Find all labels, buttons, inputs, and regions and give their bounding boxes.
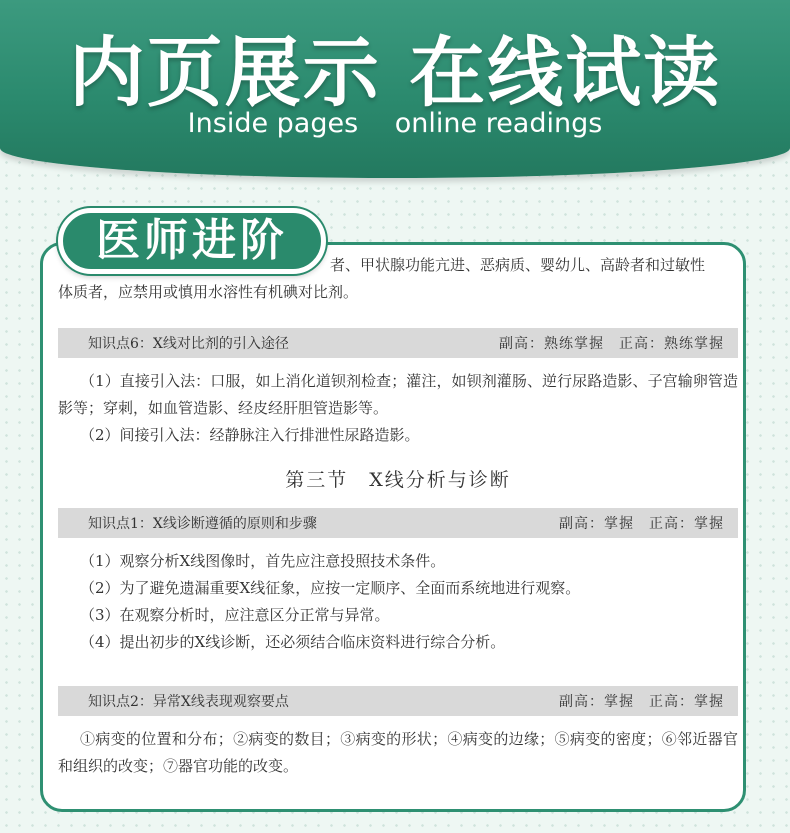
kp1-item-3: （3）在观察分析时，应注意区分正常与异常。 <box>80 606 390 624</box>
intro-line-1: 者、甲状腺功能亢进、恶病质、婴幼儿、高龄者和过敏性 <box>330 256 706 274</box>
kp6-item-2: （2）间接引入法：经静脉注入行排泄性尿路造影。 <box>80 426 420 444</box>
section-tag: 医师进阶 <box>58 208 326 274</box>
kp6-item-1: （1）直接引入法：口服，如上消化道钡剂检查；灌注，如钡剂灌肠、逆行尿路造影、子宫输卵管造影等；穿刺，如血管造影、经皮经肝胆管造影等。 <box>58 372 738 417</box>
knowledge-point-2-bar <box>58 686 738 716</box>
intro-line-2: 体质者，应禁用或慎用水溶性有机碘对比剂。 <box>58 283 359 301</box>
kp2-title: 知识点2：异常X线表现观察要点 <box>88 694 289 710</box>
kp2-level: 副高：掌握 正高：掌握 <box>559 694 724 710</box>
header-banner <box>0 0 790 178</box>
kp1-item-4: （4）提出初步的X线诊断，还必须结合临床资料进行综合分析。 <box>80 633 506 651</box>
banner-subtitle-left: Inside pages <box>187 108 359 139</box>
document-content <box>58 252 738 780</box>
kp1-item-1: （1）观察分析X线图像时，首先应注意投照技术条件。 <box>80 552 446 570</box>
banner-subtitle-right: online readings <box>394 108 603 139</box>
section-heading: 第三节 X线分析与诊断 <box>285 469 511 491</box>
banner-title: 内页展示 在线试读 <box>68 28 722 117</box>
kp6-title: 知识点6：X线对比剂的引入途径 <box>88 336 289 352</box>
kp2-text: ①病变的位置和分布；②病变的数目；③病变的形状；④病变的边缘；⑤病变的密度；⑥邻近器官和组织的改变；⑦器官功能的改变。 <box>58 730 738 775</box>
kp1-level: 副高：掌握 正高：掌握 <box>559 516 724 532</box>
kp1-title: 知识点1：X线诊断遵循的原则和步骤 <box>88 516 317 532</box>
banner-subtitle <box>0 108 790 139</box>
kp6-level: 副高：熟练掌握 正高：熟练掌握 <box>499 336 724 352</box>
knowledge-point-1-bar <box>58 508 738 538</box>
kp1-item-2: （2）为了避免遗漏重要X线征象，应按一定顺序、全面而系统地进行观察。 <box>80 579 581 597</box>
knowledge-point-6-bar <box>58 328 738 358</box>
